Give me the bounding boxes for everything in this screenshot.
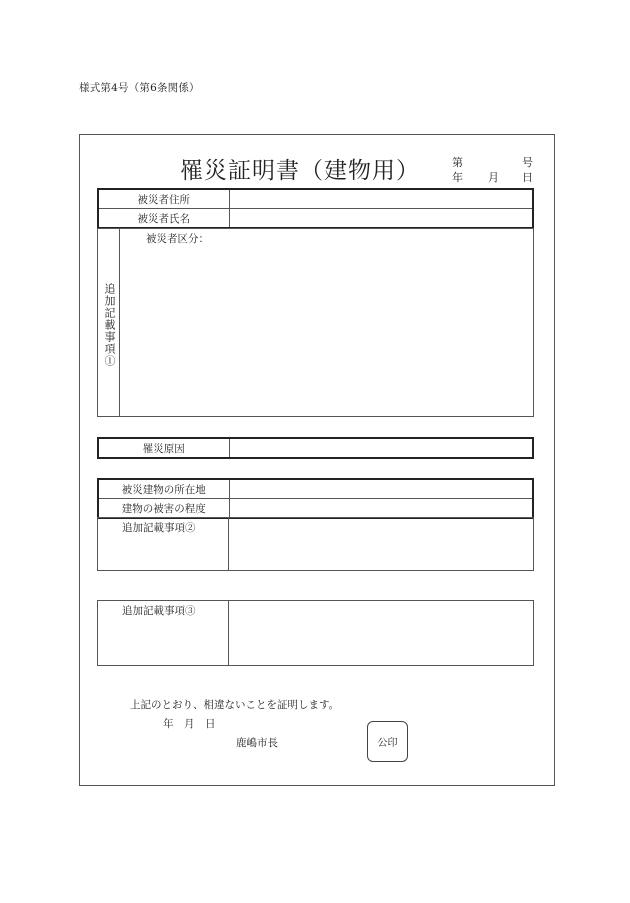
cause-label: 罹災原因 (98, 438, 229, 458)
issue-day-label: 日 (522, 171, 533, 184)
additional-item-3-divider (228, 600, 229, 666)
building-location-label: 被災建物の所在地 (98, 479, 229, 499)
cause-field[interactable] (229, 438, 533, 458)
victim-category-label: 被災者区分： (146, 233, 209, 245)
table-row (98, 499, 533, 519)
victim-name-label: 被災者氏名 (98, 209, 229, 229)
certification-statement: 上記のとおり、相違ないことを証明します。 (130, 699, 340, 711)
number-suffix: 号 (522, 156, 533, 169)
additional-item-2-divider (228, 517, 229, 571)
additional-item-1-label: 追加記載事項① (103, 283, 116, 367)
building-damage-label: 建物の被害の程度 (98, 499, 229, 519)
number-prefix: 第 (452, 156, 463, 169)
table-row (98, 438, 533, 458)
issue-month-label: 月 (488, 171, 499, 184)
victim-info-table (97, 188, 534, 229)
additional-item-2-label: 追加記載事項② (122, 522, 196, 534)
form-number: 様式第4号（第6条関係） (79, 82, 200, 94)
additional-item-1-divider (119, 228, 120, 417)
building-damage-field[interactable] (229, 499, 533, 519)
document-title: 罹災証明書（建物用） (180, 158, 420, 184)
mayor-title: 鹿嶋市長 (236, 737, 278, 749)
victim-name-field[interactable] (229, 209, 533, 229)
table-row (98, 479, 533, 499)
building-info-table (97, 478, 534, 519)
official-seal-text: 公印 (377, 738, 398, 749)
victim-address-field[interactable] (229, 189, 533, 209)
additional-item-3-label: 追加記載事項③ (122, 605, 196, 617)
table-row (98, 209, 533, 229)
cause-table (97, 437, 534, 459)
issue-year-label: 年 (452, 171, 463, 184)
certification-date: 年 月 日 (163, 718, 216, 730)
additional-item-1-box[interactable] (97, 228, 534, 417)
table-row (98, 189, 533, 209)
official-seal-box (367, 721, 408, 762)
building-location-field[interactable] (229, 479, 533, 499)
victim-address-label: 被災者住所 (98, 189, 229, 209)
